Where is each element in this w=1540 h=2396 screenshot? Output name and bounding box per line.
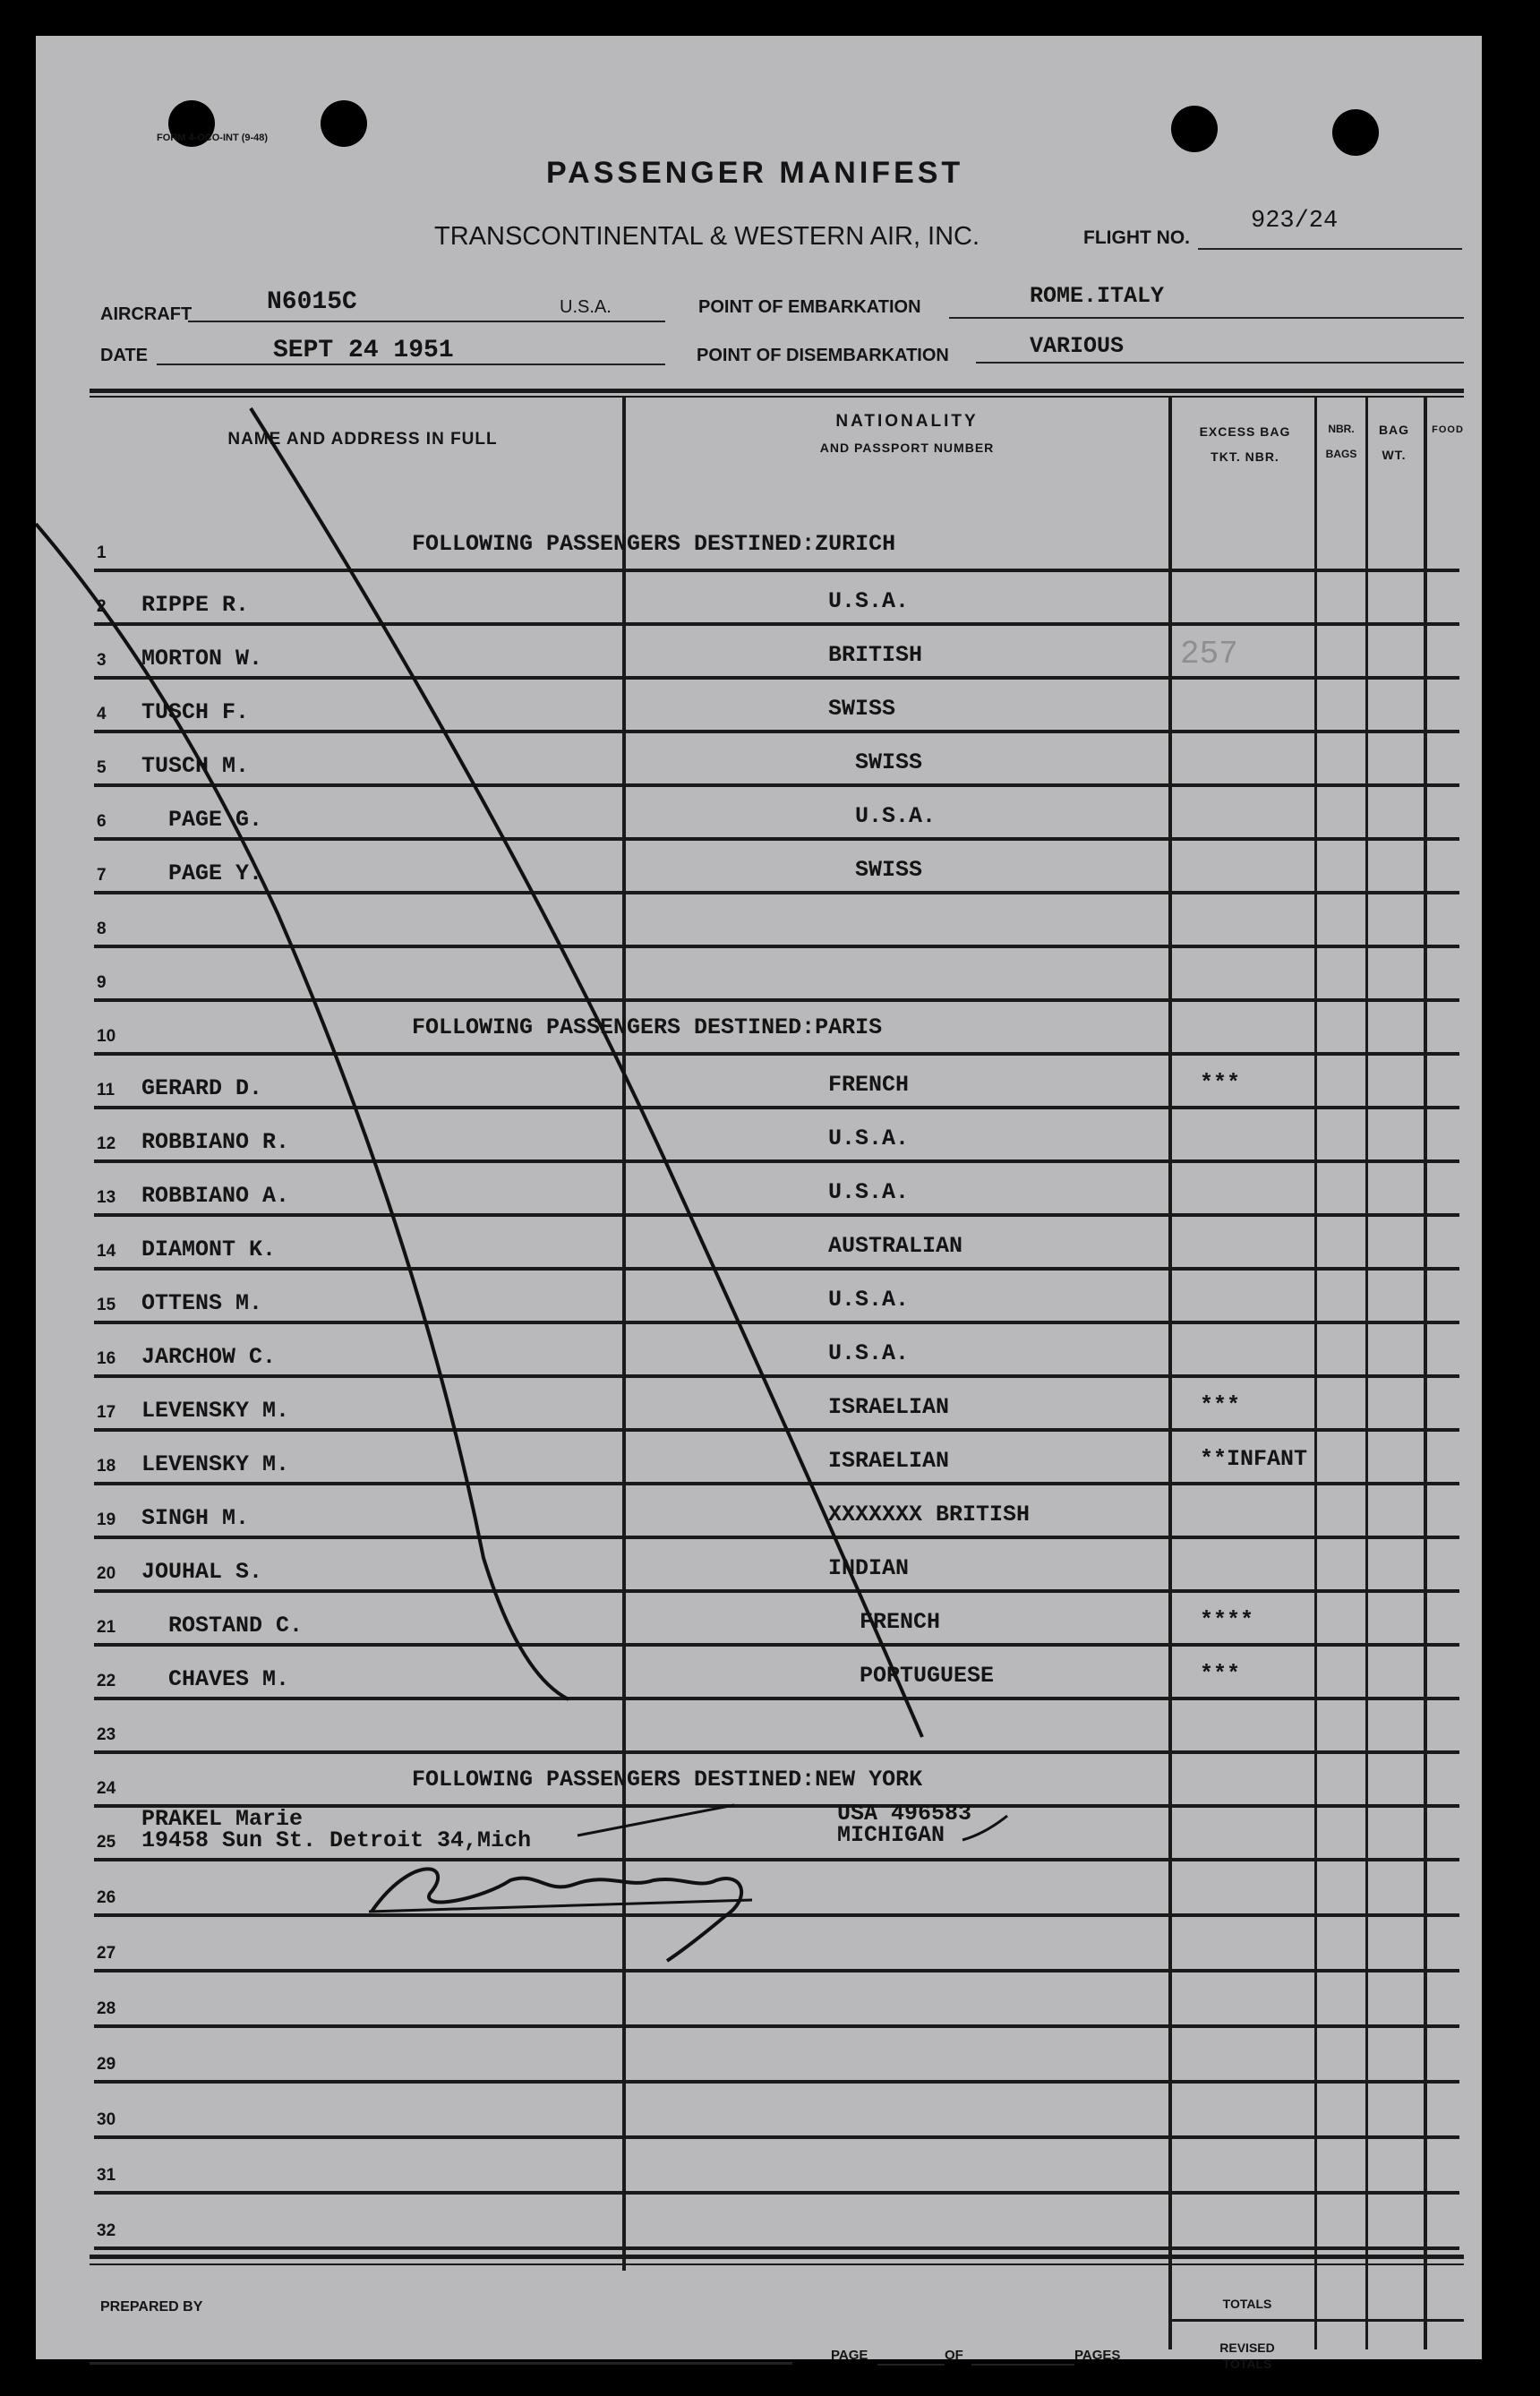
passenger-nationality: ISRAELIAN [828, 1394, 950, 1420]
passenger-nationality: SWISS [855, 749, 923, 775]
passenger-address: 19458 Sun St. Detroit 34,Mich [141, 1827, 532, 1853]
destination-heading: FOLLOWING PASSENGERS DESTINED:NEW YORK [412, 1767, 923, 1793]
passenger-name: PAGE G. [168, 807, 263, 833]
row-number: 2 [97, 597, 107, 616]
row-number: 30 [97, 2110, 116, 2129]
row-number: 32 [97, 2221, 116, 2240]
row-number: 26 [97, 1888, 116, 1907]
passenger-name: GERARD D. [141, 1075, 263, 1101]
column-header-wt: WT. [1382, 448, 1407, 462]
row-number: 1 [97, 543, 107, 562]
passenger-nationality: ISRAELIAN [828, 1448, 950, 1474]
row-number: 6 [97, 812, 107, 831]
passenger-nationality: U.S.A. [828, 1125, 910, 1151]
carrier-name: TRANSCONTINENTAL & WESTERN AIR, INC. [434, 222, 980, 251]
passenger-nationality: U.S.A. [828, 1287, 910, 1313]
row-number: 4 [97, 705, 107, 723]
passenger-nationality: BRITISH [828, 642, 923, 668]
passenger-nationality: FRENCH [860, 1609, 941, 1635]
stamp-number: 257 [1180, 636, 1238, 672]
prepared-by-label: PREPARED BY [100, 2299, 203, 2315]
passenger-name: LEVENSKY M. [141, 1398, 290, 1424]
row-number: 3 [97, 651, 107, 670]
passenger-name: DIAMONT K. [141, 1237, 277, 1262]
passenger-nationality: U.S.A. [828, 588, 910, 614]
row-number: 12 [97, 1134, 116, 1153]
passenger-nationality: XXXXXXX BRITISH [828, 1502, 1031, 1527]
row-number: 20 [97, 1564, 116, 1583]
form-number: FORM 4-OCO-INT (9-48) [157, 133, 269, 143]
excess-bag-ticket: **INFANT [1200, 1446, 1308, 1472]
passenger-nationality: AUSTRALIAN [828, 1233, 963, 1259]
row-number: 17 [97, 1403, 116, 1422]
embarkation-value: ROME.ITALY [1030, 283, 1165, 309]
row-number: 21 [97, 1618, 116, 1637]
row-number: 22 [97, 1672, 116, 1690]
column-header-excess: EXCESS BAG [1199, 424, 1291, 439]
column-header-passport: AND PASSPORT NUMBER [819, 441, 995, 455]
column-header-bag: BAG [1378, 423, 1410, 437]
totals-label: TOTALS [1222, 2297, 1272, 2311]
passenger-name: CHAVES M. [168, 1666, 290, 1692]
destination-heading: FOLLOWING PASSENGERS DESTINED:PARIS [412, 1014, 883, 1040]
aircraft-value: N6015C [267, 288, 357, 316]
row-number: 14 [97, 1242, 116, 1261]
flight-number: 923/24 [1251, 208, 1339, 235]
passenger-nationality: U.S.A. [828, 1179, 910, 1205]
passenger-name: JARCHOW C. [141, 1344, 277, 1370]
excess-bag-ticket: **** [1200, 1607, 1254, 1633]
page-title: PASSENGER MANIFEST [546, 156, 964, 190]
excess-bag-ticket: *** [1200, 1392, 1241, 1418]
passenger-passport-state: MICHIGAN [837, 1822, 945, 1848]
passenger-nationality: SWISS [828, 696, 896, 722]
disembarkation-value: VARIOUS [1030, 333, 1125, 359]
passenger-name: JOUHAL S. [141, 1559, 263, 1585]
row-number: 29 [97, 2055, 116, 2074]
signature-underline [369, 1900, 752, 1912]
column-header-name: NAME AND ADDRESS IN FULL [227, 430, 498, 449]
embarkation-label: POINT OF EMBARKATION [698, 297, 921, 317]
cancel-strokes [36, 36, 1482, 2359]
passenger-name: PAGE Y. [168, 860, 263, 886]
passenger-name: SINGH M. [141, 1505, 250, 1531]
passenger-name: LEVENSKY M. [141, 1451, 290, 1477]
passenger-name: TUSCH M. [141, 753, 250, 779]
country-label: U.S.A. [560, 297, 612, 317]
column-header-nbr: NBR. [1328, 423, 1355, 435]
row-number: 31 [97, 2166, 116, 2185]
row-number: 8 [97, 920, 107, 938]
row-number: 5 [97, 758, 107, 777]
passenger-nationality: U.S.A. [855, 803, 937, 829]
signature-mark [372, 1869, 741, 1961]
revised-totals-label: TOTALS [1222, 2357, 1272, 2371]
passenger-name: ROBBIANO R. [141, 1129, 290, 1155]
row-number: 10 [97, 1027, 116, 1046]
passenger-name: ROBBIANO A. [141, 1183, 290, 1209]
passenger-name: TUSCH F. [141, 699, 250, 725]
passenger-nationality: USA 496583 [837, 1801, 972, 1827]
excess-bag-ticket: *** [1200, 1070, 1241, 1096]
cancel-stroke [36, 524, 569, 1699]
passenger-name: ROSTAND C. [168, 1613, 304, 1639]
row-number: 23 [97, 1725, 116, 1744]
passenger-nationality: FRENCH [828, 1072, 910, 1098]
date-value: SEPT 24 1951 [273, 337, 454, 364]
passenger-nationality: INDIAN [828, 1555, 910, 1581]
row-number: 16 [97, 1349, 116, 1368]
passenger-name: PRAKEL Marie [141, 1806, 304, 1832]
page-label: PAGE [831, 2348, 868, 2363]
pages-label: PAGES [1074, 2348, 1121, 2363]
row-number: 13 [97, 1188, 116, 1207]
row-number: 11 [97, 1081, 116, 1100]
check-mark [962, 1816, 1007, 1840]
passenger-nationality: U.S.A. [828, 1340, 910, 1366]
row-number: 25 [97, 1833, 116, 1852]
disembarkation-label: POINT OF DISEMBARKATION [697, 346, 949, 365]
row-number: 18 [97, 1457, 116, 1476]
manifest-sheet [36, 36, 1482, 2371]
row-number: 9 [97, 973, 107, 992]
row-number: 24 [97, 1779, 116, 1798]
flight-label: FLIGHT NO. [1083, 227, 1190, 248]
column-header-nationality: NATIONALITY [835, 412, 979, 431]
passenger-nationality: PORTUGUESE [860, 1663, 995, 1689]
revised-label: REVISED [1219, 2340, 1275, 2355]
passenger-name: MORTON W. [141, 646, 263, 672]
aircraft-label: AIRCRAFT [100, 304, 192, 324]
passenger-name: OTTENS M. [141, 1290, 263, 1316]
passenger-nationality: SWISS [855, 857, 923, 883]
of-label: OF [945, 2348, 963, 2363]
cancel-stroke [251, 408, 922, 1737]
column-header-food: FOOD [1432, 424, 1464, 435]
row-number: 28 [97, 1999, 116, 2018]
column-header-bags: BAGS [1325, 448, 1357, 460]
column-header-ticket: TKT. NBR. [1211, 449, 1279, 464]
date-label: DATE [100, 346, 148, 365]
check-mark [578, 1805, 734, 1836]
row-number: 7 [97, 866, 107, 885]
passenger-name: RIPPE R. [141, 592, 250, 618]
row-number: 27 [97, 1944, 116, 1963]
row-number: 15 [97, 1296, 116, 1314]
destination-heading: FOLLOWING PASSENGERS DESTINED:ZURICH [412, 531, 896, 557]
excess-bag-ticket: *** [1200, 1661, 1241, 1687]
row-number: 19 [97, 1510, 116, 1529]
